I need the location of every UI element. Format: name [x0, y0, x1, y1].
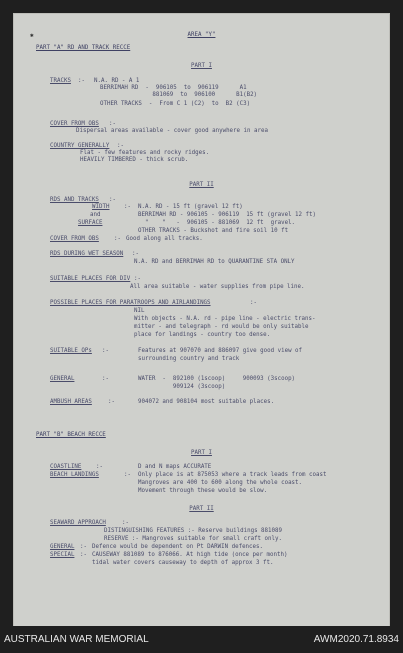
general-line: 909124 (3scoop) [138, 384, 226, 390]
para-line: place for landings - country too dense. [134, 332, 271, 338]
special-line: CAUSEWAY 881089 to 876066. At high tide (once per month) [92, 552, 288, 558]
rds-label: and [90, 212, 101, 218]
ambush-label: AMBUSH AREAS [50, 399, 92, 405]
general2-label: GENERAL [50, 544, 75, 550]
country-line: Flat - few features and rocky ridges. [80, 150, 210, 156]
rds-line: N.A. RD - 15 ft (gravel 12 ft) [138, 204, 243, 210]
tracks-line: OTHER TRACKS - From C 1 (C2) to B2 (C3) [100, 101, 251, 107]
para-line: mitter - and telegraph - rd would be only suitable [134, 324, 309, 330]
footer-source: AUSTRALIAN WAR MEMORIAL [4, 634, 149, 645]
para-line: With objects - N.A. rd - pipe line - electric trans- [134, 316, 316, 322]
seaward-line: RESERVE :- Mangroves suitable for small craft only. [104, 536, 282, 542]
div-places-label: SUITABLE PLACES FOR DIV [50, 276, 131, 282]
part-b-title: PART "B" BEACH RECCE [36, 432, 106, 438]
seaward-label: SEAWARD APPROACH [50, 520, 106, 526]
rds-label: WIDTH [92, 204, 110, 210]
ambush-text: 904072 and 908104 most suitable places. [138, 399, 275, 405]
part-a-title: PART "A" RD AND TRACK RECCE [36, 45, 131, 51]
general2-text: Defence would be dependent on Pt DARWIN defences. [92, 544, 264, 550]
beach-label: BEACH LANDINGS [50, 472, 99, 478]
cover-text: Dispersal areas available - cover good anywhere in area [76, 128, 268, 134]
wet-season-text: N.A. RD and BERRIMAH RD to QUARANTINE STA ONLY [134, 259, 295, 265]
tracks-line: 881069 to 906100 B1(B2) [100, 92, 258, 98]
coastline-label: COASTLINE [50, 464, 82, 470]
part-b-i-title: PART I [191, 450, 212, 456]
area-title: AREA "Y" [187, 32, 216, 38]
country-line: HEAVILY TIMBERED - thick scrub. [80, 157, 189, 163]
rds-line: OTHER TRACKS - Buckshot and fire soil 10 ft [138, 228, 289, 234]
part-ii-title: PART II [189, 182, 214, 188]
document-page: ✱ AREA "Y" PART "A" RD AND TRACK RECCE PART I TRACKS :- N.A. RD - A 1 BERRIMAH RD - 906105 to 906119 A1 881069 to 906100 B1(B2) OTHER TRACKS - From C 1 (C2) to B2 (C3) COVER FROM OBS :- Dispersal areas available - cover good anywhere in area COUNTRY GENERALLY :- Flat - few features and rocky ridges. HEAVILY TIMBERED - thick scrub. PART II RDS AND TRACKS :- WIDTH :- N.A. RD - 15 ft (gravel 12 ft) and BERRIMAH RD - 906105 - 906119 15 ft (gravel 12 ft) SURFACE " " - 906105 - 881069 12 ft gravel. OTHER TRACKS - Buckshot and fire soil 10 ft COVER FROM OBS :- Good along all tracks. RDS DURING WET SEASON :- N.A. RD and BERRIMAH RD to QUARANTINE STA ONLY SUITABLE PLACES FOR DIV :- All area suitable - water supplies from pipe line. POSSIBLE PLACES FOR PARATROOPS AND AIRLANDINGS :- NIL With objects - N.A. rd - pipe line - electric trans- mitter - and telegraph - rd would be only suitable place for landings - country too dense. SUITABLE OPs :- Features at 907070 and 886097 give good view of surrounding country and track GENERAL :- WATER - 892100 (1scoop) 900093 (3scoop) 909124 (3scoop) AMBUSH AREAS :- 904072 and 908104 most suitable places. PART "B" BEACH RECCE PART I COASTLINE :- D and N maps ACCURATE BEACH LANDINGS :- Only place is at 875053 where a track leads from coast Mangroves are 400 to 600 along the whole coast. Movement through these would be slow. PART II SEAWARD APPROACH :- DISTINGUISHING FEATURES :- Reserve buildings 881089 RESERVE :- Mangroves suitable for small craft only. GENERAL :- Defence would be dependent on Pt DARWIN defences. SPECIAL :- CAUSEWAY 881089 to 876066. At high tide (once per month) tidal water covers causeway to depth of approx 3 ft. [14, 14, 389, 626]
tracks-line: BERRIMAH RD - 906105 to 906119 A1 [100, 85, 247, 91]
tracks-label: TRACKS [50, 78, 71, 84]
rds-line: " " - 906105 - 881069 12 ft gravel. [138, 220, 296, 226]
beach-line: Only place is at 875053 where a track leads from coast [138, 472, 327, 478]
ops-line: Features at 907070 and 886097 give good view of [138, 348, 303, 354]
special-label: SPECIAL [50, 552, 75, 558]
margin-mark: ✱ [30, 32, 34, 39]
rds-line: BERRIMAH RD - 906105 - 906119 15 ft (gravel 12 ft) [138, 212, 316, 218]
footer-accession: AWM2020.71.8934 [313, 634, 399, 645]
footer-bar [0, 626, 403, 653]
coastline-text: D and N maps ACCURATE [138, 464, 212, 470]
wet-season-label: RDS DURING WET SEASON [50, 251, 124, 257]
beach-line: Movement through these would be slow. [138, 488, 268, 494]
ops-line: surrounding country and track [138, 356, 240, 362]
cover-label: COVER FROM OBS [50, 121, 99, 127]
general-label: GENERAL [50, 376, 75, 382]
country-label: COUNTRY GENERALLY [50, 143, 110, 149]
rds-label: RDS AND TRACKS [50, 197, 99, 203]
ops-label: SUITABLE OPs [50, 348, 92, 354]
rds-label: SURFACE [78, 220, 103, 226]
cover-obs-text: Good along all tracks. [126, 236, 203, 242]
part-i-title: PART I [191, 63, 212, 69]
cover-obs-label: COVER FROM OBS [50, 236, 99, 242]
special-line: tidal water covers causeway to depth of approx 3 ft. [92, 560, 274, 566]
para-label: POSSIBLE PLACES FOR PARATROOPS AND AIRLANDINGS [50, 300, 211, 306]
seaward-line: DISTINGUISHING FEATURES :- Reserve buildings 881089 [104, 528, 282, 534]
para-line: NIL [134, 308, 145, 314]
part-b-ii-title: PART II [189, 506, 214, 512]
beach-line: Mangroves are 400 to 600 along the whole coast. [138, 480, 303, 486]
tracks-line: N.A. RD - A 1 [94, 78, 140, 84]
general-line: WATER - 892100 (1scoop) 900093 (3scoop) [138, 376, 296, 382]
div-places-text: All area suitable - water supplies from pipe line. [130, 284, 305, 290]
